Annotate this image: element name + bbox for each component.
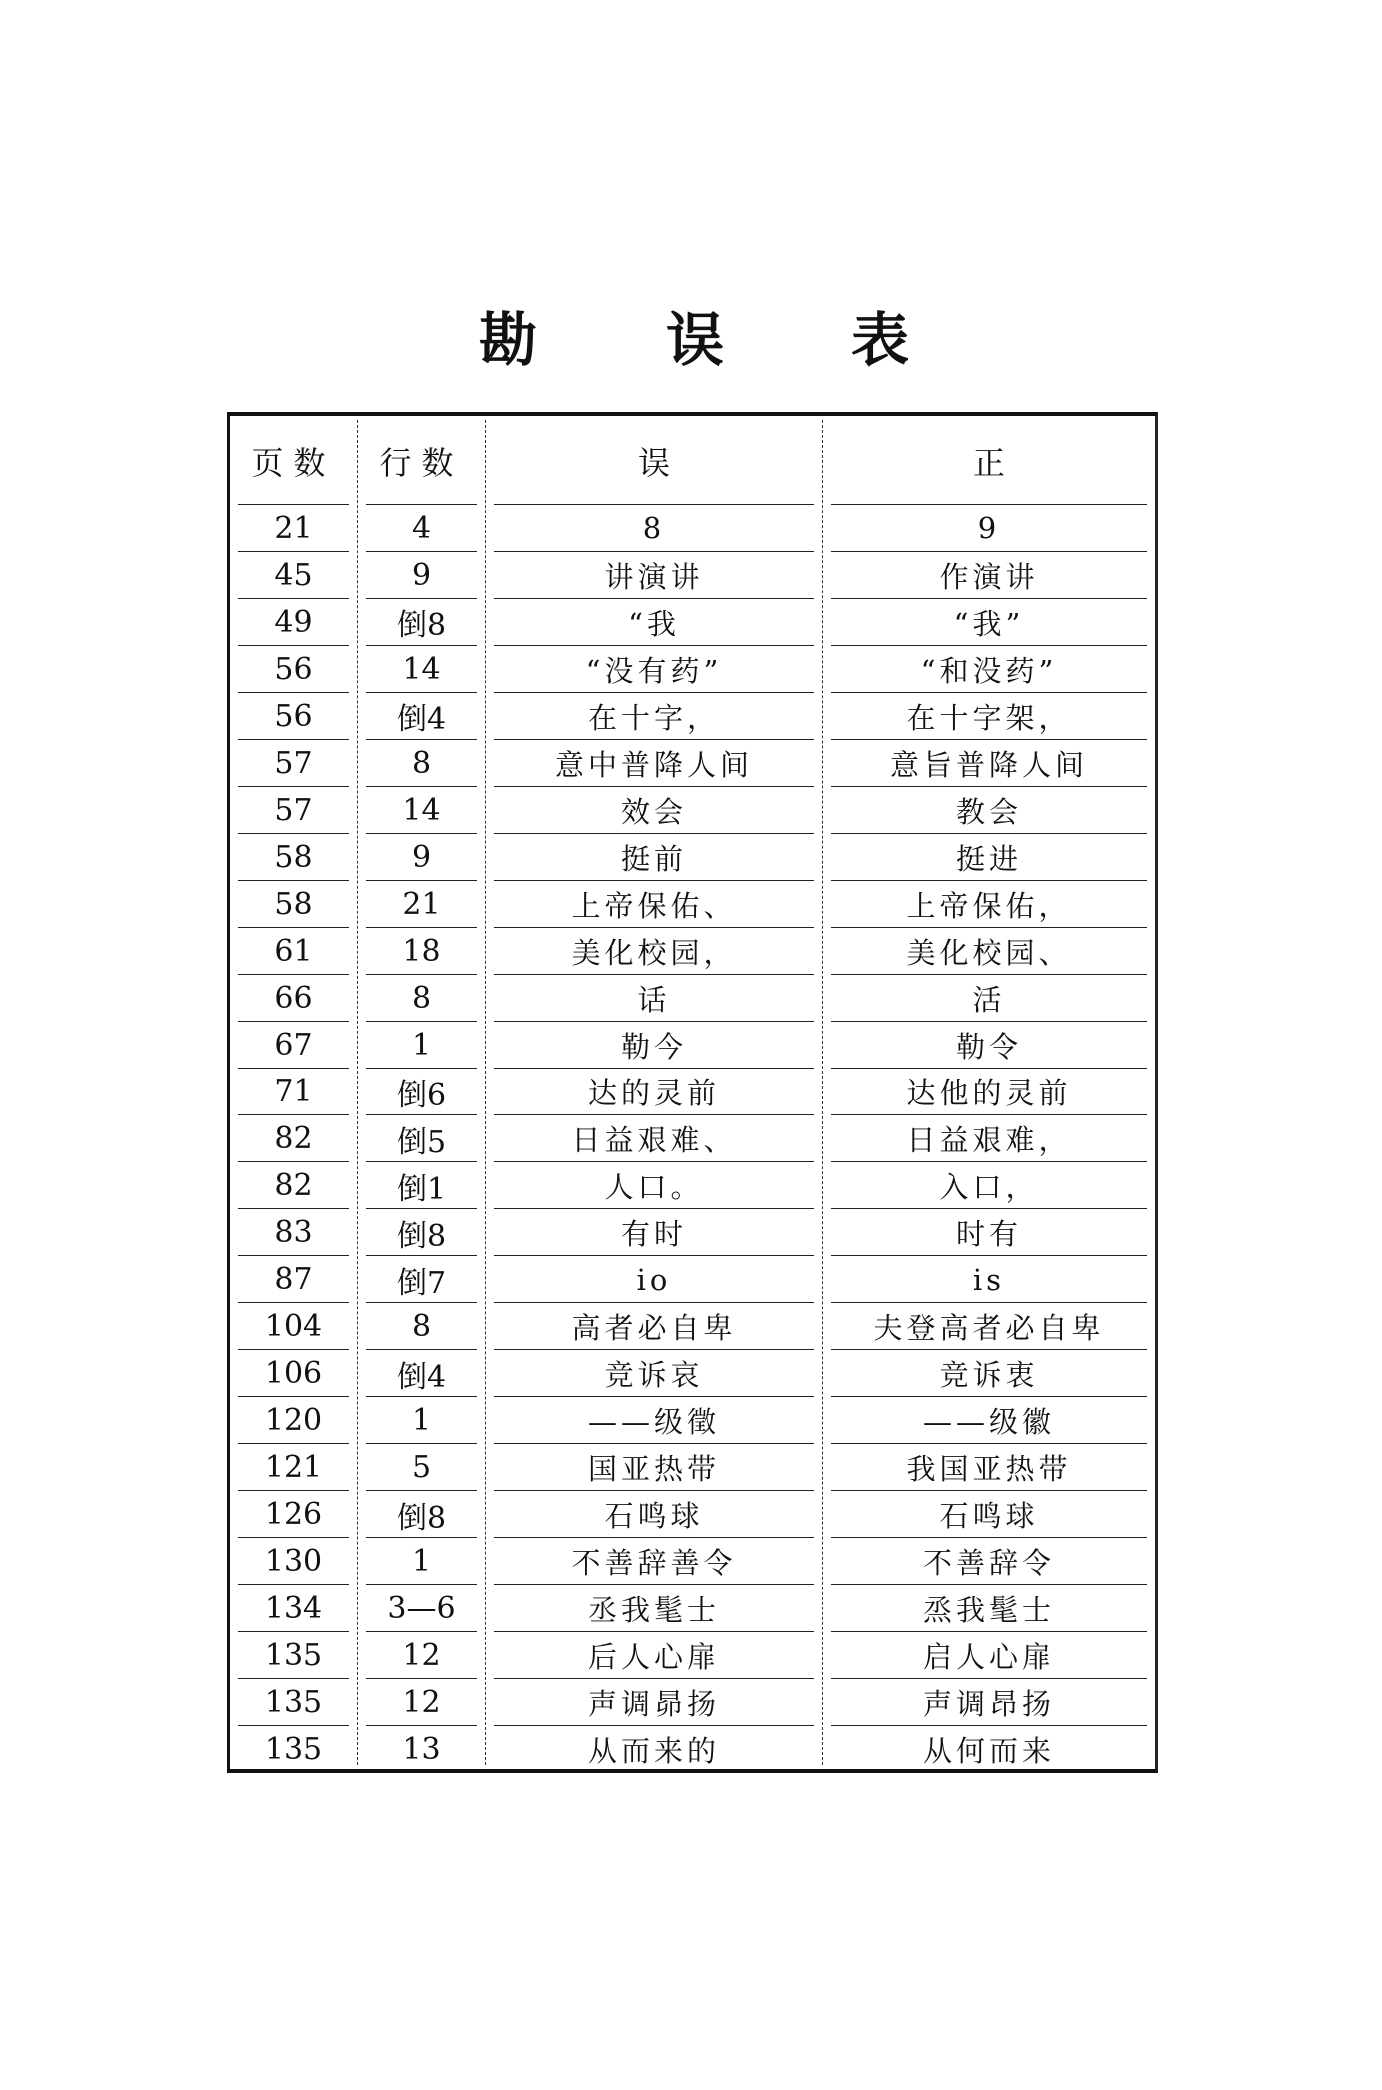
cell-right: 美化校园、 [823,928,1155,975]
cell-wrong: 话 [486,975,822,1022]
cell-line: 8 [358,1303,485,1350]
cell-page: 57 [230,787,357,834]
cell-line: 21 [358,881,485,928]
cell-line: 倒4 [358,1350,485,1397]
cell-page: 45 [230,552,357,599]
cell-right: is [823,1256,1155,1303]
cell-wrong: ——级徵 [486,1397,822,1444]
table-row [230,1115,1155,1162]
cell-wrong: 声调昴扬 [486,1679,822,1726]
table-row [230,1256,1155,1303]
cell-right: 夫登高者必自卑 [823,1303,1155,1350]
cell-page: 134 [230,1585,357,1632]
cell-line: 5 [358,1444,485,1491]
cell-right: 入口， [823,1162,1155,1209]
cell-line: 4 [358,505,485,552]
cell-wrong: 石鸣球 [486,1491,822,1538]
cell-right: 作演讲 [823,552,1155,599]
errata-table [227,412,1158,1773]
cell-page: 58 [230,881,357,928]
cell-wrong: 意中普降人间 [486,740,822,787]
cell-wrong: 上帝保佑、 [486,881,822,928]
cell-page: 61 [230,928,357,975]
cell-wrong: 讲演讲 [486,552,822,599]
table-row [230,646,1155,693]
cell-line: 12 [358,1632,485,1679]
cell-line: 8 [358,740,485,787]
cell-right: 声调昂扬 [823,1679,1155,1726]
header-wrong: 误 [486,416,822,505]
cell-wrong: 效会 [486,787,822,834]
cell-wrong: 不善辞善令 [486,1538,822,1585]
cell-page: 56 [230,646,357,693]
cell-wrong: 美化校园， [486,928,822,975]
cell-page: 82 [230,1162,357,1209]
cell-right: 日益艰难， [823,1115,1155,1162]
table-row [230,1209,1155,1256]
table-row [230,1632,1155,1679]
cell-right: 达他的灵前 [823,1069,1155,1116]
table-row [230,975,1155,1022]
cell-line: 1 [358,1538,485,1585]
cell-wrong: 日益艰难、 [486,1115,822,1162]
table-row [230,1397,1155,1444]
cell-wrong: “没有药” [486,646,822,693]
cell-line: 1 [358,1397,485,1444]
cell-line: 12 [358,1679,485,1726]
cell-wrong: 高者必自卑 [486,1303,822,1350]
cell-page: 126 [230,1491,357,1538]
cell-wrong: 后人心扉 [486,1632,822,1679]
cell-line: 1 [358,1022,485,1069]
cell-page: 87 [230,1256,357,1303]
cell-wrong: io [486,1256,822,1303]
cell-wrong: 达的灵前 [486,1069,822,1116]
title-char: 误 [665,306,724,374]
cell-right: 教会 [823,787,1155,834]
header-right: 正 [823,416,1155,505]
cell-line: 9 [358,552,485,599]
cell-right: 时有 [823,1209,1155,1256]
header-row [230,416,1155,505]
cell-right: 上帝保佑， [823,881,1155,928]
table-row [230,1069,1155,1116]
cell-line: 13 [402,1731,441,1767]
cell-wrong: 有时 [486,1209,822,1256]
table-row [230,881,1155,928]
cell-wrong: “我 [486,599,822,646]
cell-line: 倒7 [358,1256,485,1303]
cell-right: 活 [823,975,1155,1022]
table-row [230,787,1155,834]
cell-page: 135 [264,1731,323,1767]
table-row [230,693,1155,740]
cell-right: 从何而来 [922,1733,1055,1768]
page-title [0,300,1382,380]
cell-wrong: 从而来的 [587,1733,720,1768]
cell-line: 倒8 [358,1209,485,1256]
cell-line: 倒6 [358,1069,485,1116]
table-row [230,552,1155,599]
cell-page: 104 [230,1303,357,1350]
cell-right: “和没药” [823,646,1155,693]
cell-line: 8 [358,975,485,1022]
cell-page: 135 [230,1632,357,1679]
cell-page: 56 [230,693,357,740]
cell-line: 倒8 [358,599,485,646]
cell-wrong: 竞诉哀 [486,1350,822,1397]
cell-wrong: 8 [486,505,822,552]
table-row [230,1538,1155,1585]
table-row [230,1679,1155,1726]
cell-page: 106 [230,1350,357,1397]
cell-page: 71 [230,1069,357,1116]
cell-line: 倒4 [358,693,485,740]
cell-right: 9 [823,505,1155,552]
cell-page: 120 [230,1397,357,1444]
table-row [230,928,1155,975]
cell-page: 82 [230,1115,357,1162]
cell-line: 3—6 [358,1585,485,1632]
cell-line: 9 [358,834,485,881]
cell-page: 83 [230,1209,357,1256]
cell-right: 我国亚热带 [823,1444,1155,1491]
table-row [230,1350,1155,1397]
cell-page: 58 [230,834,357,881]
table-row [230,1303,1155,1350]
title-char: 表 [850,306,909,374]
cell-right: 启人心扉 [823,1632,1155,1679]
table-row [230,1491,1155,1538]
cell-wrong: 勒今 [486,1022,822,1069]
cell-wrong: 国亚热带 [486,1444,822,1491]
cell-page: 21 [230,505,357,552]
table-row [230,1162,1155,1209]
table-row [230,1022,1155,1069]
cell-right: 在十字架， [823,693,1155,740]
table-row [230,740,1155,787]
cell-wrong: 挺前 [486,834,822,881]
cell-line: 倒5 [358,1115,485,1162]
cell-wrong: 人口。 [486,1162,822,1209]
cell-page: 49 [230,599,357,646]
cell-right: “我” [823,599,1155,646]
table-row [230,1444,1155,1491]
cell-page: 135 [230,1679,357,1726]
cell-line: 14 [358,787,485,834]
cell-right: 不善辞令 [823,1538,1155,1585]
cell-page: 130 [230,1538,357,1585]
cell-right: 竞诉衷 [823,1350,1155,1397]
header-line: 行数 [358,416,485,505]
table-row [230,599,1155,646]
cell-right: 挺进 [823,834,1155,881]
cell-right: 烝我髦士 [823,1585,1155,1632]
table-row [230,1585,1155,1632]
cell-page: 121 [230,1444,357,1491]
cell-right: 勒令 [823,1022,1155,1069]
cell-wrong: 丞我髦士 [486,1585,822,1632]
cell-line: 倒1 [358,1162,485,1209]
cell-right: 意旨普降人间 [823,740,1155,787]
cell-page: 57 [230,740,357,787]
title-char: 勘 [478,306,537,374]
table-row [230,1726,1155,1773]
cell-wrong: 在十字， [486,693,822,740]
cell-page: 66 [230,975,357,1022]
cell-line: 14 [358,646,485,693]
table-row [230,505,1155,552]
cell-right: 石鸣球 [823,1491,1155,1538]
cell-right: ——级徽 [823,1397,1155,1444]
cell-line: 倒8 [358,1491,485,1538]
table-row [230,834,1155,881]
cell-line: 18 [358,928,485,975]
cell-page: 67 [230,1022,357,1069]
header-page: 页数 [230,416,357,505]
